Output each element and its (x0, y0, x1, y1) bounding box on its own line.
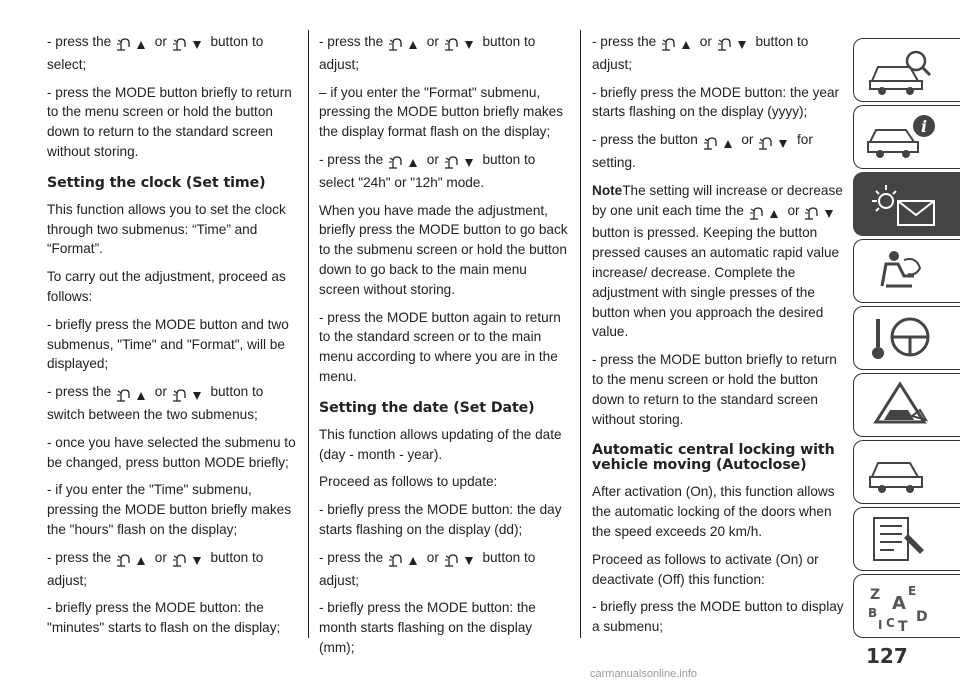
up-button-icon (387, 35, 423, 55)
paragraph: - press the or button to select; (47, 34, 264, 72)
car-service-icon (864, 447, 944, 499)
paragraph: - briefly press the MODE button: the year starts flashing on the display (yyyy); (592, 84, 840, 120)
paragraph: - press the or button to select "24h" or "12h" mode. (319, 151, 536, 190)
paragraph: - press the or button to adjust; (319, 34, 536, 72)
specifications-icon (864, 514, 944, 566)
paragraph: - press the MODE button again to return to the standard screen or to the main menu according to where you are in the menu. (319, 309, 561, 384)
tab-specifications[interactable] (853, 507, 960, 571)
section-heading: Setting the clock (Set time) (47, 174, 266, 191)
paragraph: - press the button or for setting. (592, 132, 813, 170)
paragraph: To carry out the adjustment, proceed as follows: (47, 269, 286, 304)
paragraph: - press the MODE button briefly to return to the menu screen or hold the button down to return to the standard screen without storing. (47, 84, 292, 159)
paragraph: When you have made the adjustment, briefly press the MODE button to go back to the submenu screen or hold the button down to go back to the main menu screen without storing. (319, 202, 568, 297)
paragraph: - press the or button to adjust; (319, 549, 536, 588)
paragraph: – if you enter the "Format" submenu, pressing the MODE button briefly makes the display format flash on the display; (319, 84, 564, 140)
tab-seat-airbag[interactable] (853, 239, 960, 303)
down-button-icon (171, 35, 207, 55)
svg-text:T: T (898, 619, 908, 633)
down-button-icon (443, 35, 479, 55)
column-divider (308, 30, 309, 638)
svg-text:E: E (908, 584, 917, 598)
column-divider (580, 30, 581, 638)
paragraph: After activation (On), this function allows the automatic locking of the doors when the speed exceeds 20 km/h. (592, 484, 835, 539)
paragraph: Proceed as follows to update: (319, 474, 498, 490)
paragraph: - briefly press the MODE button: the month starts flashing on the display (mm); (319, 600, 536, 655)
paragraph: - once you have selected the submenu to be changed, press button MODE briefly; (47, 434, 296, 470)
paragraph: This function allows you to set the clock through two submenus: “Time” and “Format”. (47, 201, 286, 257)
down-button-icon (716, 35, 752, 55)
section-heading: Automatic central locking with vehicle moving (Autoclose) (592, 442, 835, 474)
down-button-icon (171, 385, 207, 405)
down-button-icon (171, 551, 207, 571)
down-button-icon (757, 133, 793, 153)
note-paragraph: NoteThe setting will increase or decrease by one unit each time the or button is pressed. Keeping the button pressed causes an automatic rapid value increase/ decrease. Complete the adjustment with single presses of the button when you approach the desired value. (592, 182, 843, 340)
paragraph: This function allows updating of the date (day - month - year). (319, 426, 562, 462)
text-column-1 (47, 32, 299, 646)
seat-airbag-icon (864, 246, 944, 298)
svg-text:I: I (878, 618, 883, 632)
down-button-icon (803, 204, 839, 224)
up-button-icon (748, 204, 784, 224)
warning-lights-icon (864, 179, 944, 231)
watermark: carmanualsonline.info (590, 668, 698, 680)
svg-text:B: B (868, 606, 878, 620)
up-button-icon (660, 35, 696, 55)
tab-steering-key[interactable] (853, 306, 960, 370)
car-search-icon (864, 45, 944, 97)
up-button-icon (115, 385, 151, 405)
index-icon (864, 581, 944, 633)
svg-text:C: C (886, 616, 895, 630)
car-info-icon (864, 112, 944, 164)
up-button-icon (115, 551, 151, 571)
svg-text:A: A (892, 593, 906, 614)
paragraph: - press the MODE button briefly to return to the menu screen or hold the button down to return to the standard screen without storing. (592, 352, 837, 427)
text-column-2 (319, 32, 571, 666)
tab-index[interactable] (853, 574, 960, 638)
svg-text:D: D (916, 609, 928, 625)
tab-car-search[interactable] (853, 38, 960, 102)
paragraph: - press the or button to switch between the two submenus; (47, 384, 264, 422)
paragraph: Proceed as follows to activate (On) or deactivate (Off) this function: (592, 551, 819, 587)
up-button-icon (115, 35, 151, 55)
steering-key-icon (864, 313, 944, 365)
svg-text:i: i (921, 117, 928, 136)
section-heading: Setting the date (Set Date) (319, 399, 535, 416)
paragraph: - briefly press the MODE button to display a submenu; (592, 599, 844, 635)
tab-car-service[interactable] (853, 440, 960, 504)
tab-warning-lights[interactable] (853, 172, 960, 236)
svg-text:Z: Z (870, 587, 881, 603)
paragraph: - briefly press the MODE button: the "minutes" starts to flash on the display; (47, 600, 281, 636)
up-button-icon (702, 133, 738, 153)
up-button-icon (387, 153, 423, 173)
tab-roadside-warning[interactable] (853, 373, 960, 437)
note-label: Note (592, 182, 623, 198)
paragraph: - if you enter the "Time" submenu, pressing the MODE button briefly makes the "hours" flash on the display; (47, 482, 292, 537)
paragraph: - briefly press the MODE button: the day starts flashing on the display (dd); (319, 502, 562, 537)
text-column-3 (592, 32, 844, 645)
paragraph: - press the or button to adjust; (47, 549, 264, 588)
tab-car-info[interactable] (853, 105, 960, 169)
paragraph: - press the or button to adjust; (592, 34, 809, 72)
down-button-icon (443, 551, 479, 571)
down-button-icon (443, 153, 479, 173)
page-number: 127 (866, 644, 908, 668)
up-button-icon (387, 551, 423, 571)
paragraph: - briefly press the MODE button and two submenus, "Time" and "Format", will be displayed; (47, 316, 289, 372)
roadside-warning-icon (864, 380, 944, 432)
